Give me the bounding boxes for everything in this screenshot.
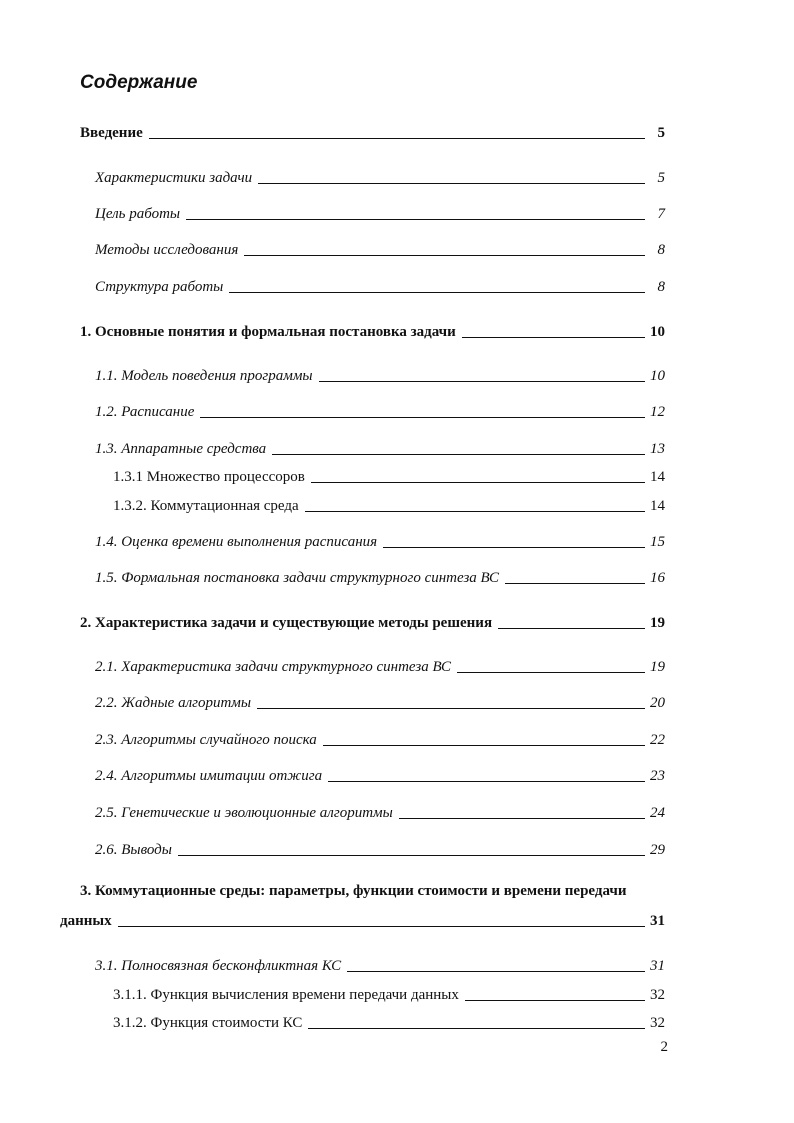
toc-leader-line	[257, 707, 645, 709]
toc-entry-page: 29	[650, 842, 665, 858]
toc-entry-label: 2.6. Выводы	[95, 842, 172, 858]
toc-leader-line	[383, 546, 645, 548]
toc-entry-label: 1.3. Аппаратные средства	[95, 441, 267, 457]
toc-leader-line	[178, 854, 645, 856]
toc-entry-section-1-3-2[interactable]	[113, 495, 665, 515]
toc-leader-line	[305, 510, 645, 512]
toc-entry-label: 2.3. Алгоритмы случайного поиска	[95, 732, 317, 748]
toc-entry-page: 19	[650, 615, 665, 631]
toc-leader-line	[465, 999, 645, 1001]
toc-entry-section-1-2[interactable]	[95, 401, 665, 421]
toc-entry-label: 2.1. Характеристика задачи структурного синтеза ВС	[95, 659, 451, 675]
toc-entry-section-2-4[interactable]	[95, 765, 665, 785]
toc-leader-line	[308, 1027, 645, 1029]
toc-leader-line	[186, 218, 645, 220]
toc-entry-section-1-4[interactable]	[95, 531, 665, 551]
toc-entry-methods[interactable]	[95, 239, 665, 259]
toc-entry-page: 31	[650, 958, 665, 974]
toc-entry-label: 1.1. Модель поведения программы	[95, 368, 313, 384]
toc-entry-goal[interactable]	[95, 203, 665, 223]
toc-entry-label: 1.3.2. Коммутационная среда	[113, 498, 299, 514]
toc-leader-line	[399, 817, 645, 819]
toc-entry-page: 13	[650, 441, 665, 457]
toc-entry-label: 3.1. Полносвязная бесконфликтная КС	[95, 958, 342, 974]
toc-entry-page: 14	[650, 498, 665, 514]
toc-entry-label: 3.1.2. Функция стоимости КС	[113, 1015, 303, 1031]
toc-entry-page: 5	[657, 170, 665, 186]
toc-leader-line	[319, 380, 645, 382]
toc-entry-section-1-3-1[interactable]	[113, 466, 665, 486]
toc-entry-label: 2.5. Генетические и эволюционные алгоритмы	[95, 805, 393, 821]
toc-leader-line	[244, 254, 645, 256]
page-number: 2	[660, 1039, 668, 1055]
toc-leader-line	[311, 481, 645, 483]
toc-entry-page: 19	[650, 659, 665, 675]
toc-entry-chapter-3-line1[interactable]	[80, 882, 668, 900]
toc-entry-page: 7	[657, 206, 665, 222]
toc-entry-label: Введение	[80, 125, 143, 141]
toc-leader-line	[118, 925, 645, 927]
toc-entry-chapter-2[interactable]	[80, 612, 665, 632]
toc-entry-task-characteristics[interactable]	[95, 167, 665, 187]
toc-entry-section-3-1[interactable]	[95, 955, 665, 975]
toc-entry-structure[interactable]	[95, 276, 665, 296]
toc-leader-line	[457, 671, 645, 673]
toc-entry-chapter-1[interactable]	[80, 321, 665, 341]
toc-leader-line	[258, 182, 645, 184]
toc-entry-section-2-3[interactable]	[95, 729, 665, 749]
toc-leader-line	[229, 291, 645, 293]
toc-entry-section-1-1[interactable]	[95, 365, 665, 385]
toc-entry-page: 10	[650, 324, 665, 340]
toc-entry-section-1-3[interactable]	[95, 438, 665, 458]
toc-entry-intro[interactable]	[80, 122, 665, 142]
toc-entry-label: данных	[60, 913, 112, 929]
toc-entry-section-2-1[interactable]	[95, 656, 665, 676]
toc-entry-page: 5	[657, 125, 665, 141]
toc-entry-page: 22	[650, 732, 665, 748]
toc-entry-label: 2.4. Алгоритмы имитации отжига	[95, 768, 323, 784]
toc-entry-page: 8	[657, 242, 665, 258]
toc-entry-label: Методы исследования	[95, 242, 239, 258]
toc-entry-page: 16	[650, 570, 665, 586]
toc-leader-line	[505, 582, 645, 584]
toc-entry-label: 3.1.1. Функция вычисления времени передачи данных	[113, 987, 459, 1003]
toc-leader-line	[347, 970, 645, 972]
toc-leader-line	[272, 453, 645, 455]
toc-entry-label: 2. Характеристика задачи и существующие методы решения	[80, 615, 493, 631]
toc-entry-section-3-1-1[interactable]	[113, 984, 665, 1004]
toc-entry-section-3-1-2[interactable]	[113, 1012, 665, 1032]
toc-entry-section-2-5[interactable]	[95, 802, 665, 822]
toc-entry-page: 14	[650, 469, 665, 485]
toc-entry-page: 23	[650, 768, 665, 784]
toc-entry-label: Цель работы	[95, 206, 181, 222]
toc-entry-chapter-3[interactable]	[60, 910, 665, 930]
toc-leader-line	[200, 416, 645, 418]
toc-leader-line	[323, 744, 645, 746]
toc-entry-page: 12	[650, 404, 665, 420]
toc-entry-section-2-2[interactable]	[95, 692, 665, 712]
toc-entry-label: 3. Коммутационные среды: параметры, функции стоимости и времени передачи	[80, 883, 627, 899]
toc-entry-page: 10	[650, 368, 665, 384]
toc-entry-section-1-5[interactable]	[95, 567, 665, 587]
toc-entry-label: 1. Основные понятия и формальная постановка задачи	[80, 324, 456, 340]
toc-entry-label: Характеристики задачи	[95, 170, 253, 186]
toc-entry-section-2-6[interactable]	[95, 839, 665, 859]
toc-entry-page: 8	[657, 279, 665, 295]
toc-entry-label: 2.2. Жадные алгоритмы	[95, 695, 252, 711]
toc-leader-line	[462, 336, 645, 338]
toc-entry-label: 1.5. Формальная постановка задачи структурного синтеза ВС	[95, 570, 500, 586]
toc-entry-label: 1.3.1 Множество процессоров	[113, 469, 305, 485]
toc-leader-line	[498, 627, 645, 629]
toc-entry-label: 1.2. Расписание	[95, 404, 195, 420]
toc-entry-label: 1.4. Оценка времени выполнения расписания	[95, 534, 378, 550]
toc-leader-line	[149, 137, 645, 139]
toc-entry-page: 32	[650, 1015, 665, 1031]
toc-entry-page: 20	[650, 695, 665, 711]
page-title: Содержание	[80, 72, 198, 93]
toc-entry-page: 32	[650, 987, 665, 1003]
toc-entry-page: 15	[650, 534, 665, 550]
toc-leader-line	[328, 780, 645, 782]
toc-entry-label: Структура работы	[95, 279, 224, 295]
toc-entry-page: 31	[650, 913, 665, 929]
toc-entry-page: 24	[650, 805, 665, 821]
